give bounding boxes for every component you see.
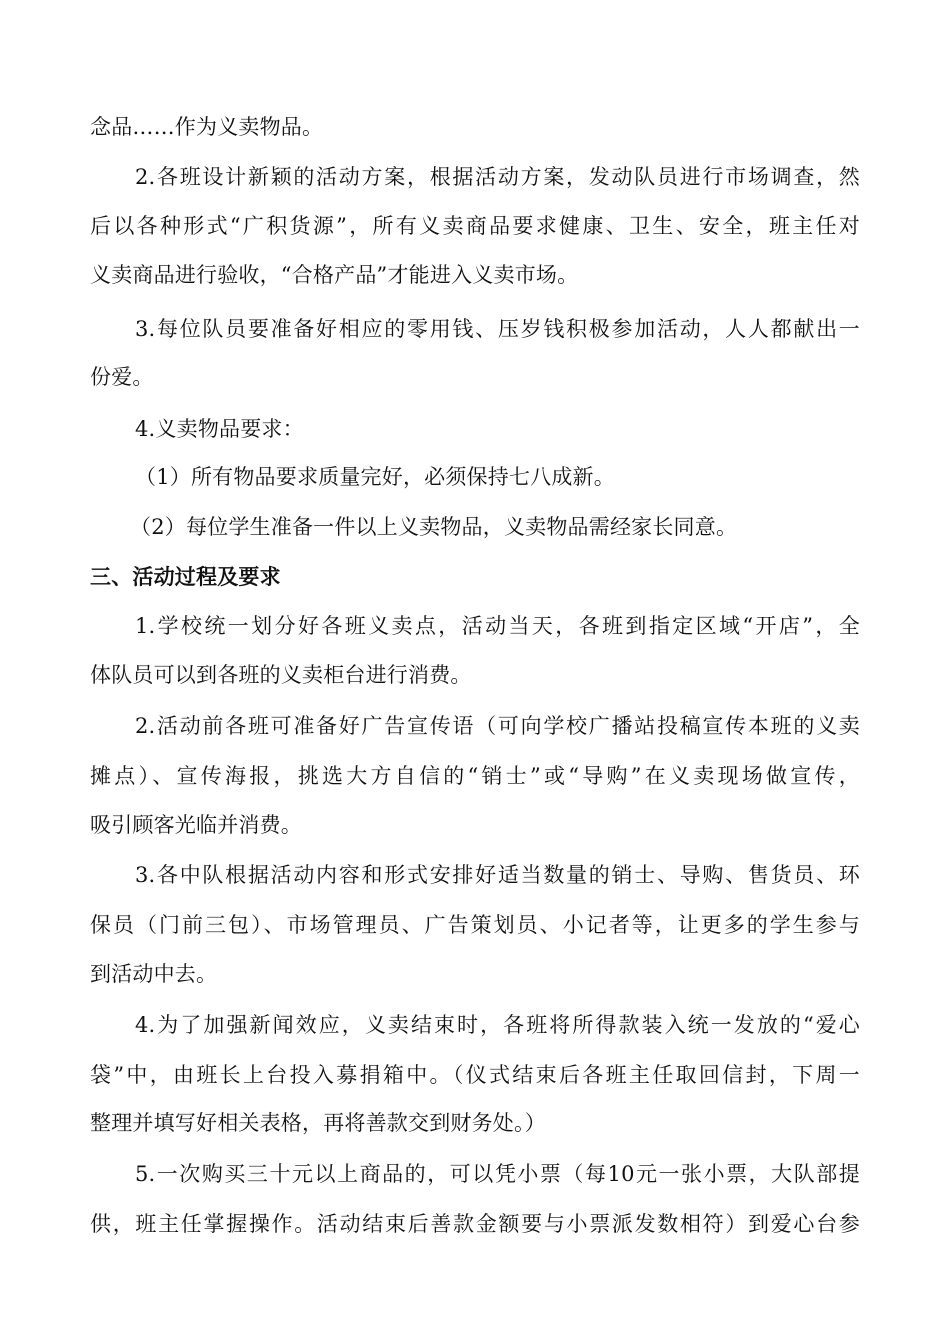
paragraph-line: 念品……作为义卖物品。 bbox=[90, 115, 324, 139]
paragraph-line: 整理并填写好相关表格，再将善款交到财务处。） bbox=[90, 1111, 546, 1135]
paragraph-line: 4.为了加强新闻效应，义卖结束时，各班将所得款装入统一发放的“爱心 bbox=[135, 1013, 860, 1037]
list-item: （1）所有物品要求质量完好，必须保持七八成新。 bbox=[135, 465, 615, 489]
section-heading: 三、活动过程及要求 bbox=[90, 565, 281, 589]
paragraph-line: 4.义卖物品要求： bbox=[135, 417, 304, 441]
paragraph-line: 吸引顾客光临并消费。 bbox=[90, 813, 302, 837]
paragraph-line: 3.各中队根据活动内容和形式安排好适当数量的销士、导购、售货员、环 bbox=[135, 863, 860, 887]
paragraph-line: 义卖商品进行验收，“合格产品”才能进入义卖市场。 bbox=[90, 263, 579, 287]
paragraph-line: 保员（门前三包）、市场管理员、广告策划员、小记者等，让更多的学生参与 bbox=[90, 913, 860, 937]
paragraph-line: 2.活动前各班可准备好广告宣传语（可向学校广播站投稿宣传本班的义卖 bbox=[135, 714, 860, 738]
paragraph-line: 供，班主任掌握操作。活动结束后善款金额要与小票派发数相符）到爱心台参 bbox=[90, 1212, 860, 1236]
paragraph-line: 份爱。 bbox=[90, 365, 154, 389]
paragraph-line: 1.学校统一划分好各班义卖点，活动当天，各班到指定区域“开店”，全 bbox=[135, 614, 860, 638]
paragraph-line: 2.各班设计新颖的活动方案，根据活动方案，发动队员进行市场调查，然 bbox=[135, 165, 860, 189]
paragraph-line: 袋”中，由班长上台投入募捐箱中。（仪式结束后各班主任取回信封，下周一 bbox=[90, 1063, 860, 1087]
list-item: （2）每位学生准备一件以上义卖物品，义卖物品需经家长同意。 bbox=[130, 515, 738, 539]
paragraph-line: 体队员可以到各班的义卖柜台进行消费。 bbox=[90, 663, 472, 687]
paragraph-line: 后以各种形式“广积货源”，所有义卖商品要求健康、卫生、安全，班主任对 bbox=[90, 214, 860, 238]
paragraph-line: 5.一次购买三十元以上商品的，可以凭小票（每10元一张小票，大队部提 bbox=[135, 1162, 860, 1186]
paragraph-line: 3.每位队员要准备好相应的零用钱、压岁钱积极参加活动，人人都献出一 bbox=[135, 317, 860, 341]
paragraph-line: 到活动中去。 bbox=[90, 962, 218, 986]
paragraph-line: 摊点）、宣传海报，挑选大方自信的“销士”或“导购”在义卖现场做宣传， bbox=[90, 764, 860, 788]
